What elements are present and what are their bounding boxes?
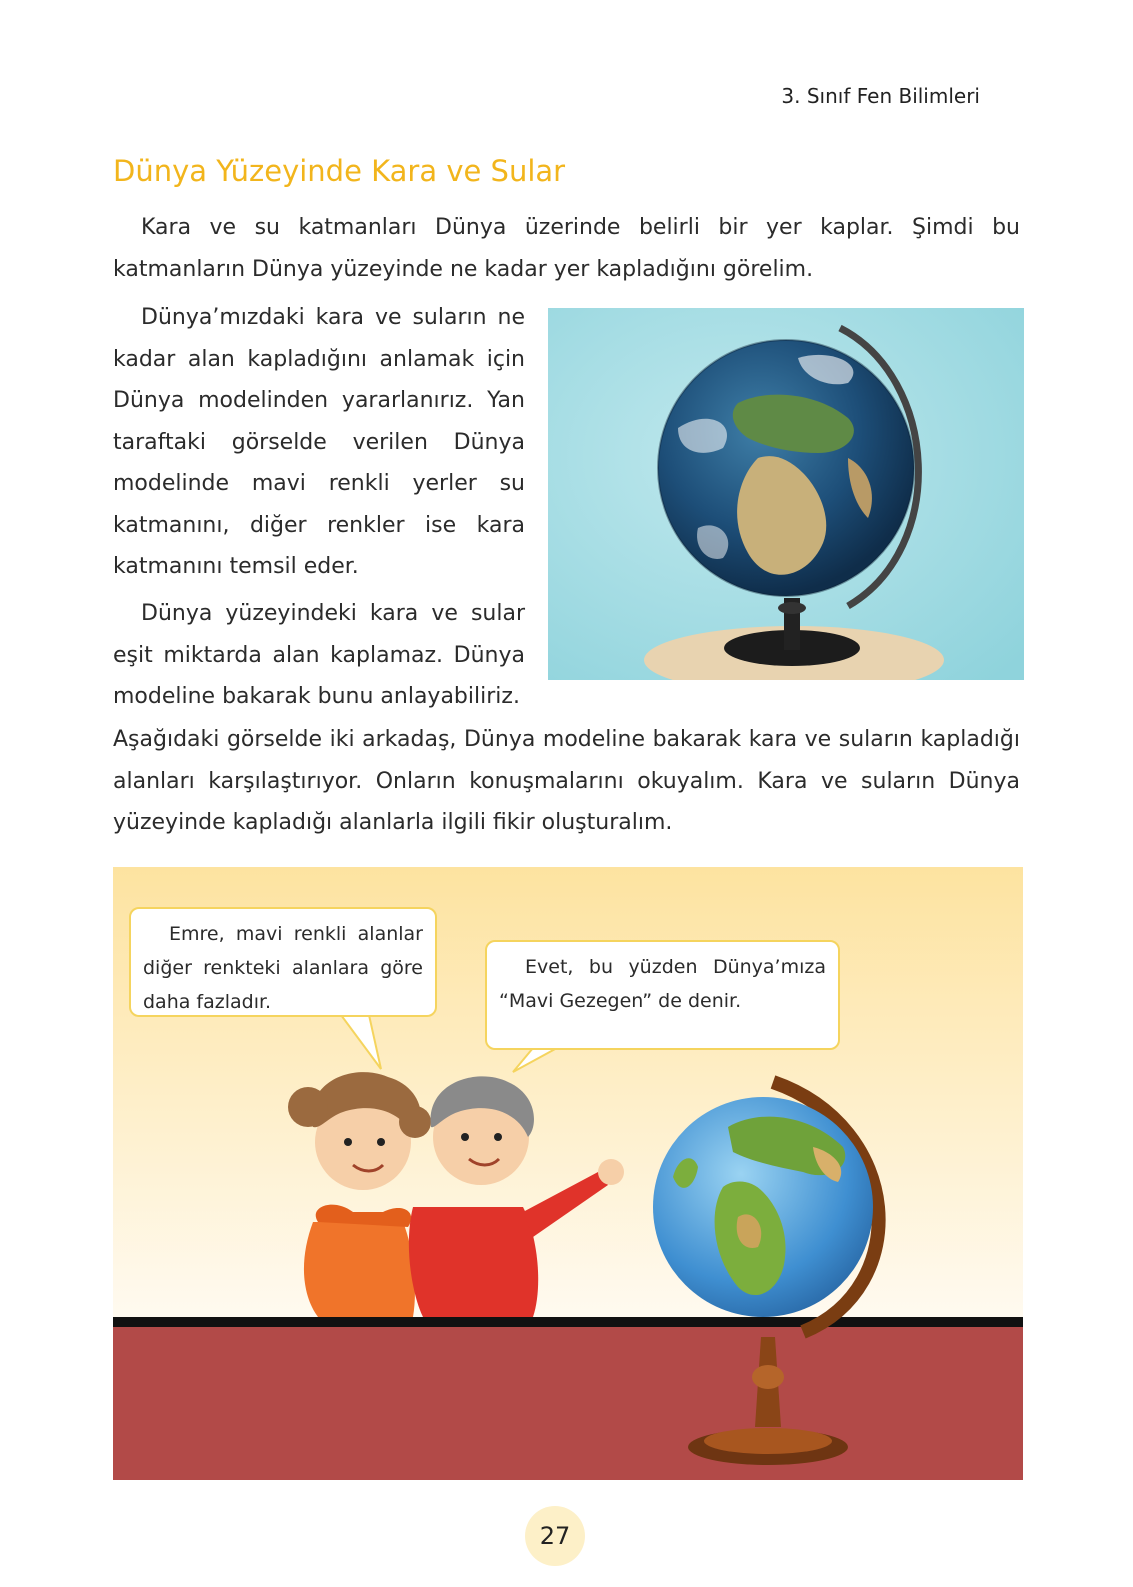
unequal-paragraph: Dünya yüzeyindeki kara ve sular eşit miktarda alan kaplamaz. Dünya modeline bakarak bunu anlayabiliriz.	[113, 601, 525, 709]
model-paragraph: Dünya’mızdaki kara ve suların ne kadar alan kapladığını anlamak için Dünya modelinden yararlanırız. Yan taraftaki görselde verilen Dünya modelinde mavi renkli yerler su katmanını, diğer renkler ise kara katmanını temsil eder.	[113, 305, 525, 579]
activity-paragraph: Aşağıdaki görselde iki arkadaş, Dünya modeline bakarak kara ve suların kapladığı alanları karşılaştırıyor. Onların konuşmalarını okuyalım. Kara ve suların Dünya yüzeyinde kapladığı alanlarla ilgili fikir oluşturalım.	[113, 727, 1020, 835]
intro-paragraph: Kara ve su katmanları Dünya üzerinde belirli bir yer kaplar. Şimdi bu katmanların Dünya yüzeyinde ne kadar yer kapladığını görelim.	[113, 215, 1020, 282]
section-title: Dünya Yüzeyinde Kara ve Sular	[113, 154, 566, 188]
subject-header: 3. Sınıf Fen Bilimleri	[781, 84, 980, 108]
page-number: 27	[525, 1506, 585, 1566]
globe-photo	[548, 308, 1024, 680]
speech-bubble-girl: Emre, mavi renkli alanlar diğer renkteki alanlara göre daha fazladır.	[129, 907, 437, 1017]
speech-bubble-boy: Evet, bu yüzden Dünya’mıza “Mavi Gezegen” de denir.	[485, 940, 840, 1050]
kids-globe-illustration	[113, 867, 1023, 1480]
